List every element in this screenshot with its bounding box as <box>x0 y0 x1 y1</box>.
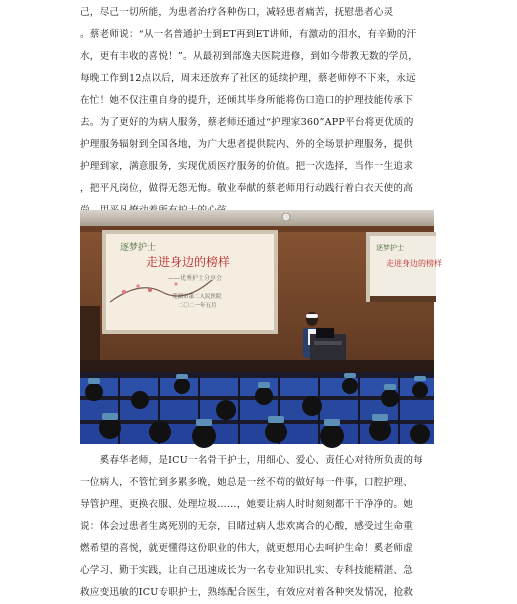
text-line: 在忙！她不仅注重自身的提升，还倾其毕身所能将伤口造口的护理技能传承下 <box>80 95 413 106</box>
text-line: 一位病人，不管忙到多累多晚，她总是一丝不苟的做好每一件事，口腔护理、 <box>80 477 413 488</box>
ceiling <box>80 210 434 226</box>
paragraph-cai <box>80 2 440 222</box>
text-line: 护理服务辐射到全国各地，为广大患者提供院内、外的全场景护理服务，提供 <box>80 139 413 150</box>
ceiling-camera <box>282 213 290 221</box>
text-line: 导管护理、更换衣服、处理垃圾……，她要让病人时时刻刻都干干净净的。她 <box>80 499 413 510</box>
text-line: 去。为了更好的为病人服务，蔡老师还通过“护理家360”APP平台将更优质的 <box>80 117 414 128</box>
text-line: 燃希望的喜悦，就更懂得这份职业的伟大，就更想用心去呵护生命！奚老师虚 <box>80 543 413 554</box>
text-line: ，把平凡岗位，做得无怨无悔。敬业奉献的蔡老师用行动践行着白衣天使的高 <box>80 183 413 194</box>
right-screen-line-2: 走进身边的榜样 <box>386 259 442 268</box>
text-line: 。蔡老师说：“从一名普通护士到ET再到ET讲师，有激动的泪水，有辛勤的汗 <box>80 29 417 40</box>
screen-line-2: 走进身边的榜样 <box>146 255 231 269</box>
text-line: 说：体会过患者生离死别的无奈，目睹过病人悲欢离合的心酸，感受过生命重 <box>80 521 413 532</box>
text-line: 每晚工作到12点以后，周末还放弃了社区的延续护理，蔡老师停不下来，永远 <box>80 73 416 84</box>
screen-line-4: 芜湖市第二人民医院 <box>172 294 222 300</box>
lecture-hall-photo <box>80 210 442 444</box>
screen-line-3: ——优秀护士分享会 <box>168 275 223 282</box>
text-line: 奚春华老师，是ICU一名骨干护士，用细心、爱心、责任心对待所负责的每 <box>80 455 424 466</box>
text-line: 心学习、勤于实践，让自己迅速成长为一名专业知识扎实、专科技能精湛、急 <box>80 565 413 576</box>
screen-line-1: 逐梦护士 <box>120 243 157 253</box>
right-screen-line-1: 逐梦护士 <box>376 244 404 252</box>
text-line: 救应变迅敏的ICU专职护士，熟练配合医生，有效应对着各种突发情况，抢救 <box>80 587 414 598</box>
text-line: 己，尽己一切所能，为患者治疗各种伤口，减轻患者痛苦，抚慰患者心灵 <box>80 7 394 18</box>
text-line: 护理到家，满意服务，实现优质医疗服务的价值。把一次选择，当作一生追求 <box>80 161 413 172</box>
paragraph-xi <box>80 450 440 604</box>
screen-line-5: 二〇二一年五月 <box>178 303 217 309</box>
text-line: 水，更有丰收的喜悦！”。从最初到部逸夫医院进修，到如今带教无数的学员， <box>80 51 419 62</box>
photo-illustration <box>80 210 442 444</box>
